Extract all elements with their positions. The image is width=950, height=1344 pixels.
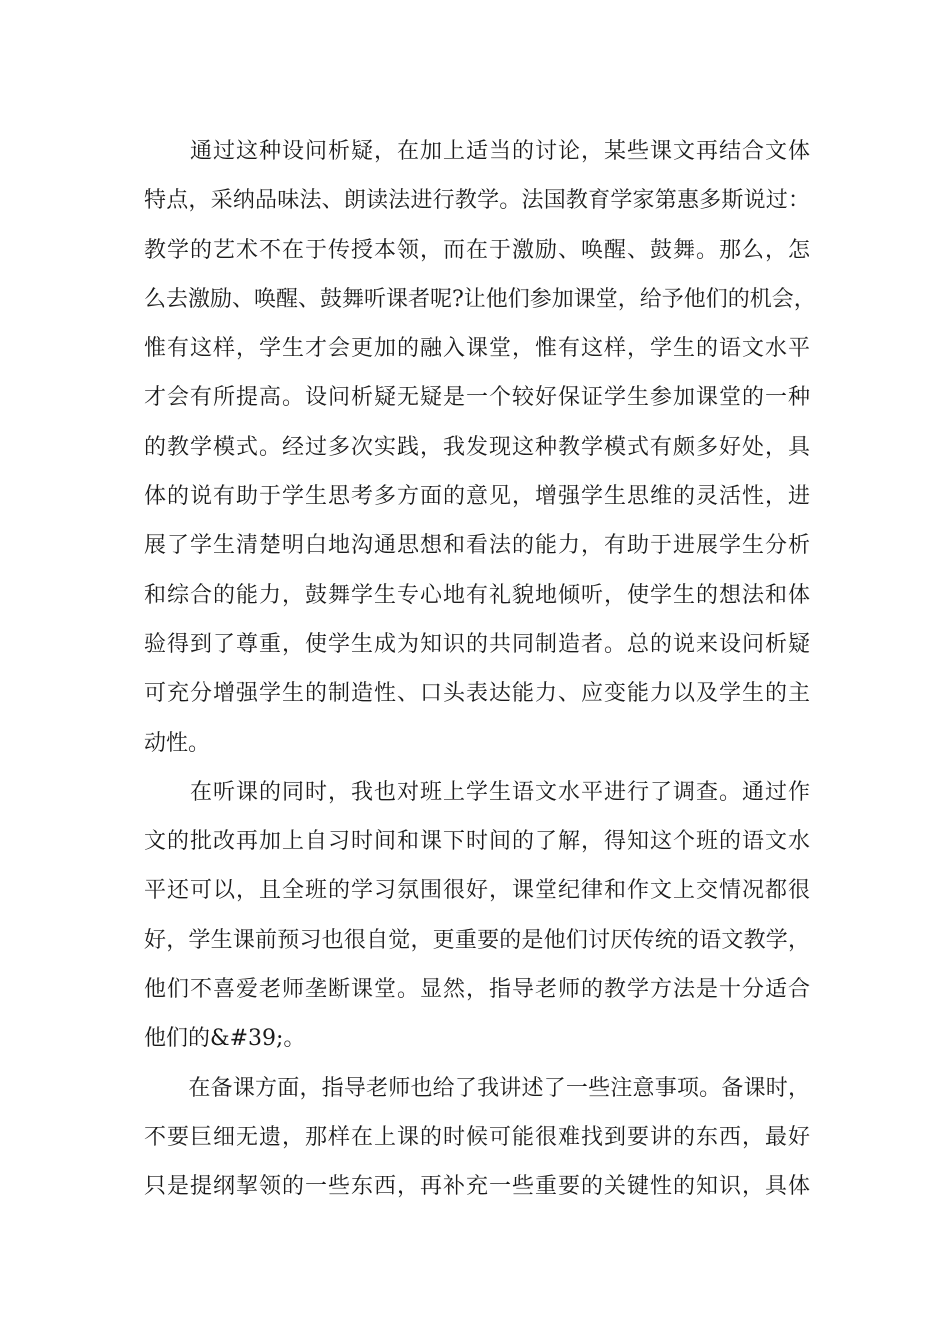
text-line: 可充分增强学生的制造性、口头表达能力、应变能力以及学生的主 [144,681,810,707]
text-line: 只是提纲挈领的一些东西，再补充一些重要的关键性的知识，具体 [144,1174,810,1200]
text-line: 文的批改再加上自习时间和课下时间的了解，得知这个班的语文水 [144,829,810,855]
paragraph-1 [144,127,816,768]
paragraph-2 [144,768,810,1064]
text-line: 好，学生课前预习也很自觉，更重要的是他们讨厌传统的语文教学， [144,927,810,953]
text-line: 在听课的同时，我也对班上学生语文水平进行了调查。通过作 [144,779,810,805]
text-line: 才会有所提高。设问析疑无疑是一个较好保证学生参加课堂的一种 [144,385,810,411]
text-line: 惟有这样，学生才会更加的融入课堂，惟有这样，学生的语文水平 [144,336,810,362]
text-line: 他们不喜爱老师垄断课堂。显然，指导老师的教学方法是十分适合 [144,977,810,1003]
text-line: 在备课方面，指导老师也给了我讲述了一些注意事项。备课时， [144,1075,810,1101]
text-line: 动性。 [144,730,211,756]
text-line: 体的说有助于学生思考多方面的意见，增强学生思维的灵活性，进 [144,484,810,510]
text-line: 么去激励、唤醒、鼓舞听课者呢?让他们参加课堂，给予他们的机会， [144,286,816,312]
paragraph-3 [144,1064,810,1212]
text-line: 展了学生清楚明白地沟通思想和看法的能力，有助于进展学生分析 [144,533,810,559]
text-line: 通过这种设问析疑，在加上适当的讨论，某些课文再结合文体 [144,139,810,164]
text-line: 他们的&#39;。 [144,1026,306,1052]
text-line: 验得到了尊重，使学生成为知识的共同制造者。总的说来设问析疑 [144,631,810,657]
body-text [144,127,816,1212]
text-line: 特点，采纳品味法、朗读法进行教学。法国教育学家第惠多斯说过： [144,188,810,214]
text-line: 教学的艺术不在于传授本领，而在于激励、唤醒、鼓舞。那么，怎 [144,237,810,263]
text-line: 的教学模式。经过多次实践，我发现这种教学模式有颇多好处，具 [144,434,810,460]
text-line: 平还可以，且全班的学习氛围很好，课堂纪律和作文上交情况都很 [144,878,810,904]
text-line: 和综合的能力，鼓舞学生专心地有礼貌地倾听，使学生的想法和体 [144,582,810,608]
text-line: 不要巨细无遗，那样在上课的时候可能很难找到要讲的东西，最好 [144,1124,810,1150]
